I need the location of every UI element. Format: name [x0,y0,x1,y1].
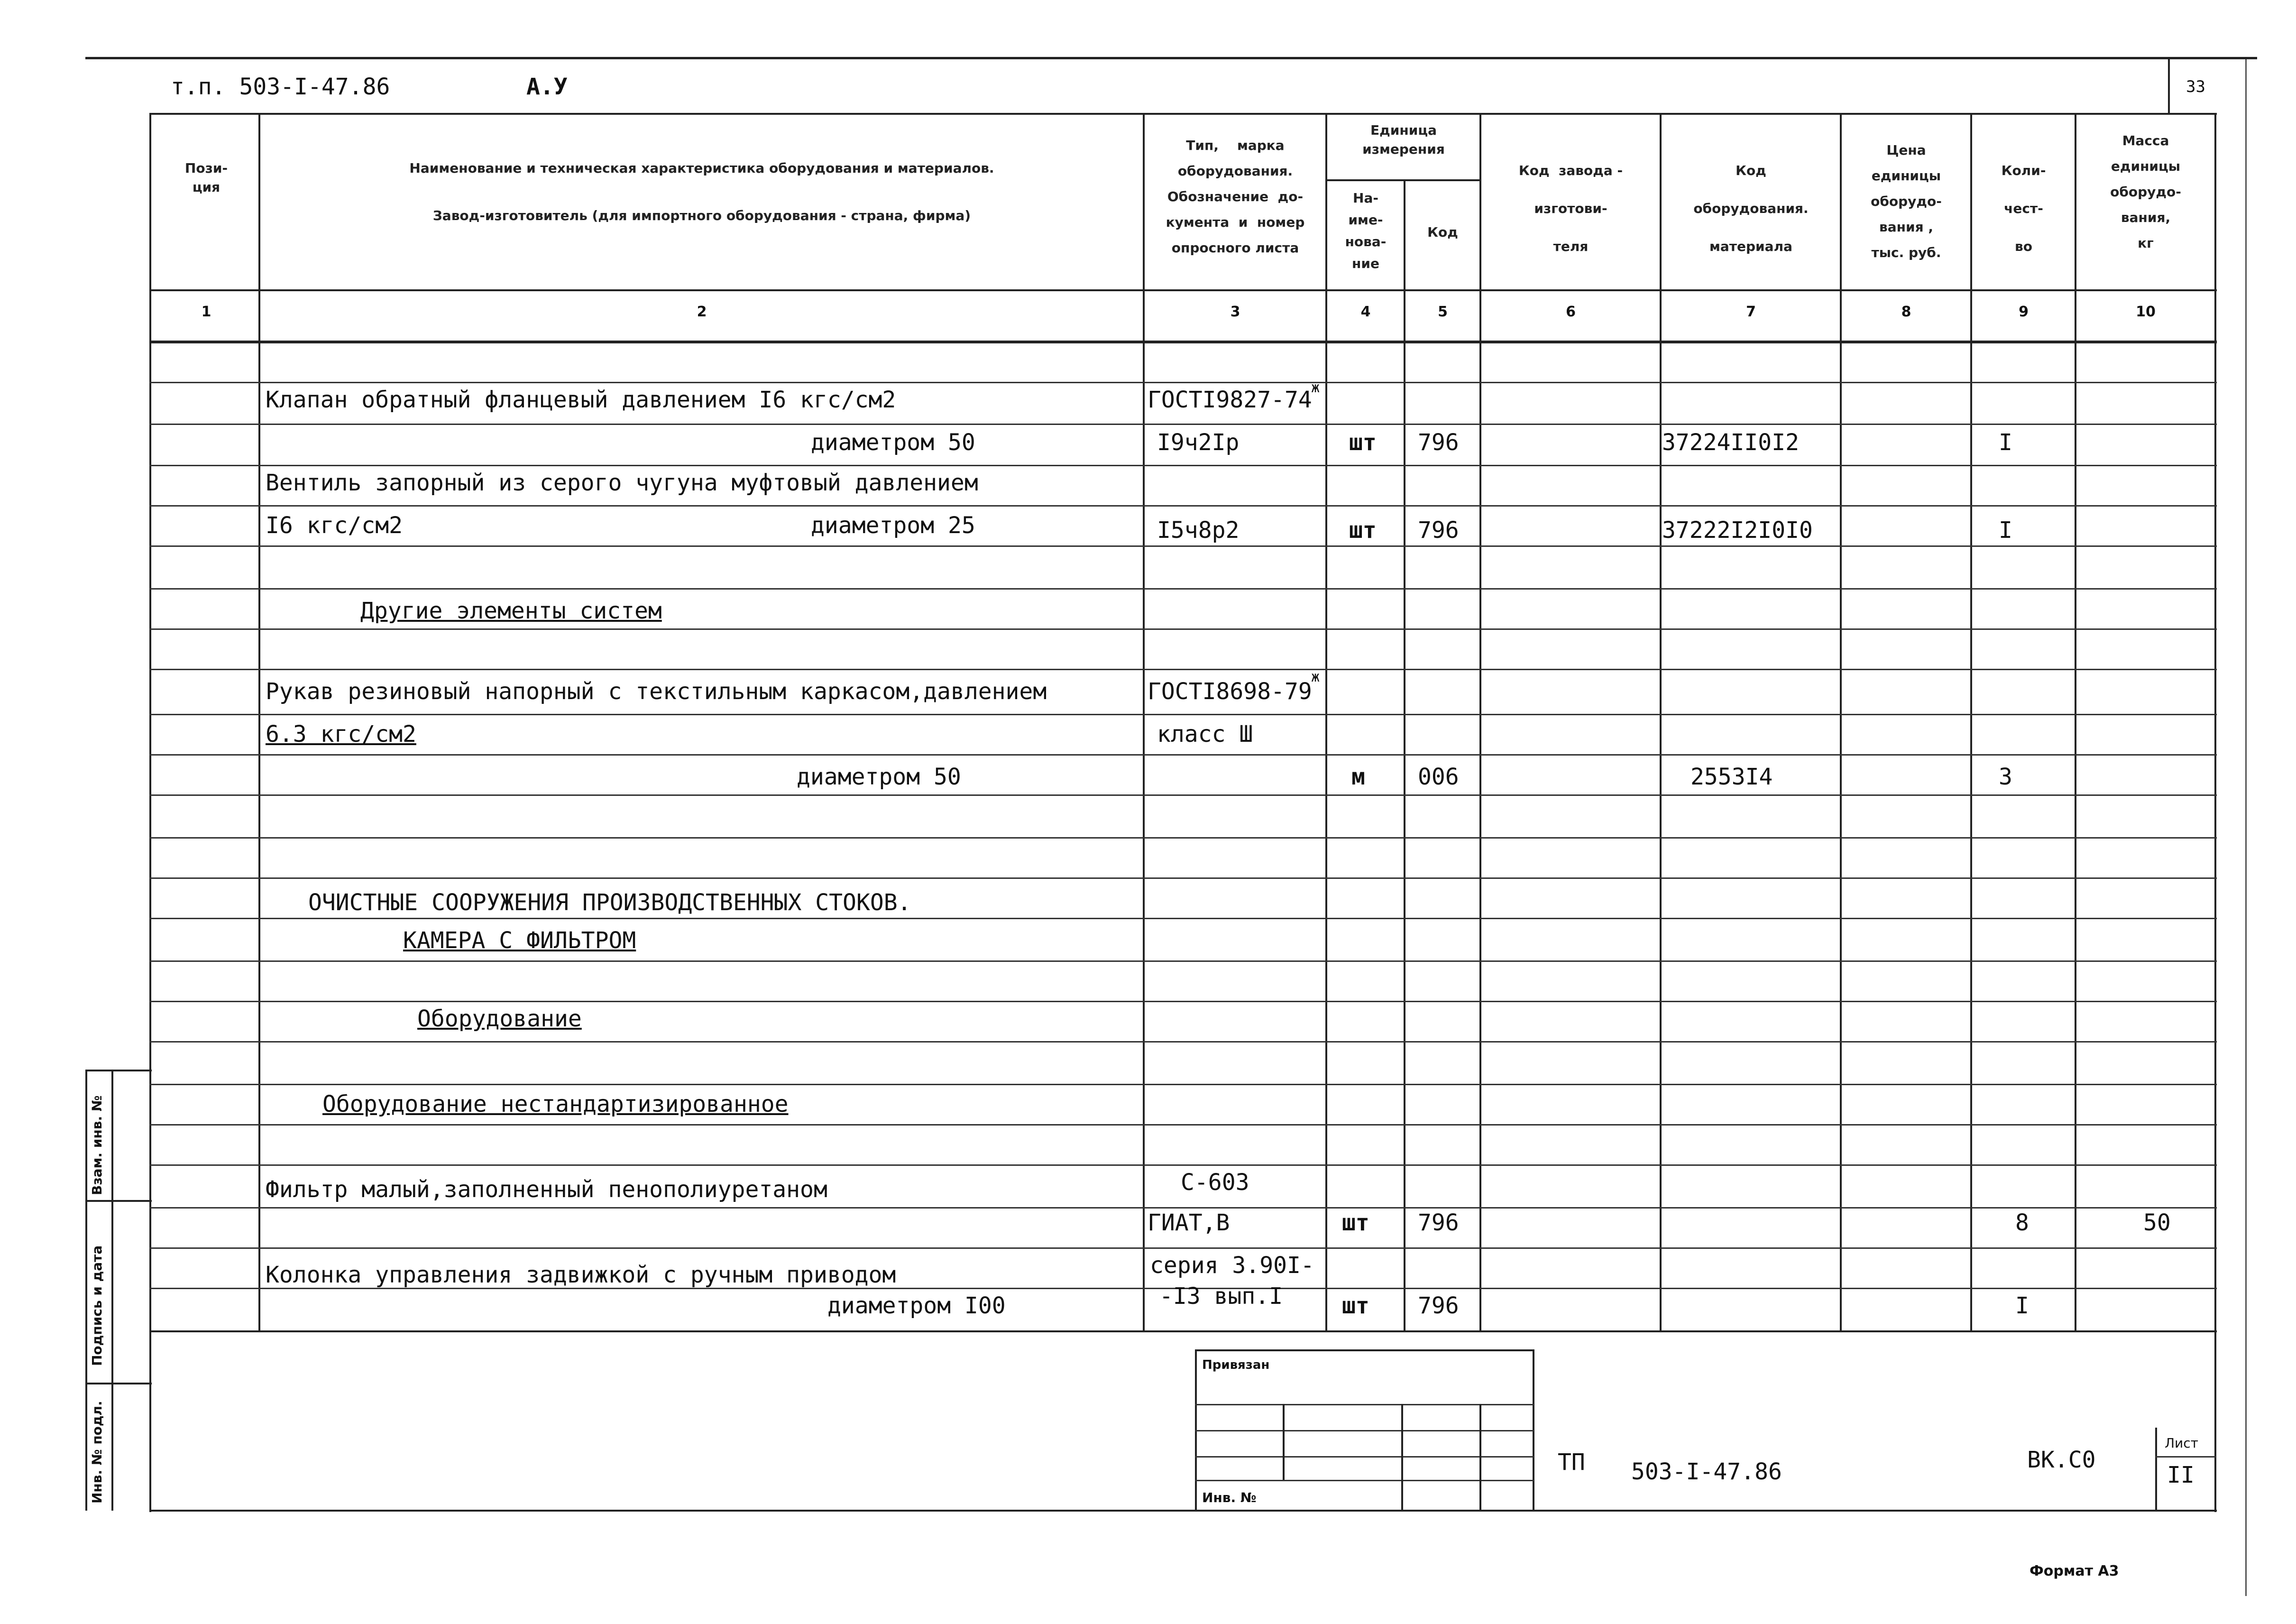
row-line [149,669,2217,670]
row6-name: 6.3 кгс/см2 [266,721,416,747]
row9-qty: 8 [2015,1209,2029,1236]
frame-right [2214,113,2216,1512]
col-number-6: 6 [1566,304,1576,320]
row4-type: I5ч8р2 [1157,517,1240,544]
page-number: 33 [2186,77,2205,96]
row-line [149,918,2217,919]
row7-name: диаметром 50 [797,764,961,790]
table-bottom [149,1330,2217,1332]
col-number-10: 10 [2136,304,2156,320]
stamp-line [1195,1404,1534,1405]
row4-unit: шт [1349,517,1377,544]
row-line [149,837,2217,839]
row-line [149,424,2217,425]
row2-code: 796 [1418,429,1459,456]
row-line [149,794,2217,796]
col-sep-1 [258,113,260,1330]
row8-type: С-603 [1181,1169,1249,1196]
stamp-vline [1283,1404,1285,1480]
page-box-line [2168,59,2170,114]
col-number-5: 5 [1438,304,1448,320]
col-header-10: Масса единицы оборудо- вания, кг [2110,133,2181,251]
row1-name: Клапан обратный фланцевый давлением I6 кгс/см2 [266,387,896,413]
row9-mass: 50 [2143,1209,2171,1236]
col-sep-9 [2075,113,2076,1330]
col-sep-5 [1479,113,1481,1330]
row-line [149,628,2217,630]
row11-type: -I3 вып.I [1159,1283,1283,1310]
row-line [149,1084,2217,1085]
right-trim-line [2245,59,2247,1596]
row-line [149,382,2217,383]
col-sep-2 [1143,113,1145,1330]
stamp-sheet-code: ВК.С0 [2027,1447,2096,1473]
margin-rule [85,1070,152,1071]
row5-name: Рукав резиновый напорный с текстильным каркасом,давлением [266,678,1047,705]
row-line [149,465,2217,466]
col-sep-6 [1660,113,1662,1330]
frame-top [149,113,2217,115]
col-header-9: Коли- чест- во [2001,163,2046,254]
row-line [149,1207,2217,1209]
row10-type: серия 3.90I- [1150,1252,1314,1279]
row-line [149,588,2217,590]
section-nonstandard: Оборудование нестандартизированное [322,1091,789,1117]
format-label: Формат А3 [2030,1563,2119,1579]
sheet-label: Лист [2165,1435,2198,1451]
row-line [149,1041,2217,1043]
col-number-9: 9 [2019,304,2029,320]
stamp-linked-label: Привязан [1202,1358,1270,1372]
row2-eq-code: 37224II0I2 [1662,429,1799,456]
col-header-2a: Наименование и техническая характеристика оборудования и материалов. [409,160,994,176]
row-line [149,754,2217,756]
col-sep-8 [1970,113,1972,1330]
stamp-inv-label: Инв. № [1202,1490,1257,1505]
stamp-line [1195,1480,1534,1481]
col-header-8: Цена единицы оборудо- вания , тыс. руб. [1871,142,1942,260]
col-header-5: Код [1427,224,1458,240]
unit-sub-rule [1325,179,1479,181]
row2-name: диаметром 50 [811,429,975,456]
frame-left [149,113,151,1512]
row4-name-b: диаметром 25 [811,512,975,539]
section-filter-chamber: КАМЕРА С ФИЛЬТРОМ [403,927,636,954]
margin-rule [85,1200,152,1202]
row5-type: ГОСТI8698-79 [1148,678,1312,705]
stamp-vline [1401,1404,1403,1511]
row2-unit: шт [1349,429,1377,456]
row2-type: I9ч2Iр [1157,429,1240,456]
row-line [149,714,2217,715]
col-header-4: На- име- нова- ние [1345,190,1387,271]
row-line [149,1001,2217,1002]
col-number-4: 4 [1360,304,1371,320]
col-sep-7 [1840,113,1842,1330]
col-header-3: Тип, марка оборудования. Обозначение до- кумента и номер опросного листа [1166,138,1305,256]
section-code: А.У [526,74,568,100]
doc-code: т.п. 503-I-47.86 [171,74,390,100]
col-number-8: 8 [1901,304,1911,320]
row7-code: 006 [1418,764,1459,790]
row11-unit: шт [1342,1292,1369,1319]
sheet-box-left [2155,1428,2157,1511]
row3-name: Вентиль запорный из серого чугуна муфтовый давлением [266,470,978,496]
header-bottom [149,289,2217,291]
col-header-7: Код оборудования. материала [1693,163,1809,254]
col-sep-3 [1325,113,1327,1330]
col-header-1: Пози- ция [184,160,228,195]
margin-rule [85,1383,152,1384]
row9-unit: шт [1342,1209,1369,1236]
top-rule [85,57,2257,59]
margin-label-signature-date: Подпись и дата [89,1245,105,1366]
section-other-elements: Другие элементы систем [360,598,662,624]
row4-qty: I [1999,517,2012,544]
margin-label-original-inv: Инв. № подл. [89,1401,105,1504]
stamp-line [1195,1430,1534,1431]
col-number-7: 7 [1746,304,1756,320]
row9-type: ГИАТ,В [1148,1209,1230,1236]
col-number-2: 2 [697,304,707,320]
row-line [149,877,2217,879]
margin-inner-line [111,1070,113,1511]
row-line [149,545,2217,547]
margin-outer-line [85,1070,87,1511]
stamp-tp: ТП [1558,1449,1585,1476]
row4-name-a: I6 кгс/см2 [266,512,403,539]
section-treatment: ОЧИСТНЫЕ СООРУЖЕНИЯ ПРОИЗВОДСТВЕННЫХ СТОКОВ. [308,889,911,916]
row-line [149,1247,2217,1249]
row9-code: 796 [1418,1209,1459,1236]
margin-label-replaced-inv: Взам. инв. № [89,1095,105,1195]
row-line [149,1124,2217,1126]
row1-mark: ж [1311,379,1320,396]
row11-code: 796 [1418,1292,1459,1319]
row7-unit: м [1351,764,1365,790]
row11-qty: I [2015,1292,2029,1319]
frame-bottom [149,1510,2217,1512]
row7-eq-code: 2553I4 [1690,764,1773,790]
row4-eq-code: 37222I2I0I0 [1662,517,1813,544]
stamp-top [1195,1349,1534,1351]
row10-name: Колонка управления задвижкой с ручным приводом [266,1262,896,1288]
row-line [149,505,2217,507]
stamp-line [1195,1456,1534,1458]
numbers-bottom [149,341,2217,343]
stamp-vline [1479,1404,1481,1511]
sheet-number: II [2167,1462,2195,1488]
row2-qty: I [1999,429,2012,456]
row4-code: 796 [1418,517,1459,544]
stamp-code: 503-I-47.86 [1631,1458,1782,1485]
row8-name: Фильтр малый,заполненный пенополиуретаном [266,1176,827,1203]
row7-qty: 3 [1999,764,2012,790]
col-number-3: 3 [1230,304,1240,320]
col-header-6: Код завода - изготови- теля [1518,163,1623,254]
col-number-1: 1 [201,304,211,320]
section-equipment: Оборудование [417,1006,582,1032]
row1-type: ГОСТI9827-74 [1148,387,1312,413]
row5-mark: ж [1311,669,1320,685]
row6-type: класс Ш [1157,721,1253,747]
col-header-units: Единица измерения [1362,122,1445,157]
col-header-2b: Завод-изготовитель (для импортного оборудования - страна, фирма) [432,208,971,223]
row-line [149,1164,2217,1166]
row-line [149,960,2217,962]
row11-name: диаметром I00 [827,1292,1006,1319]
